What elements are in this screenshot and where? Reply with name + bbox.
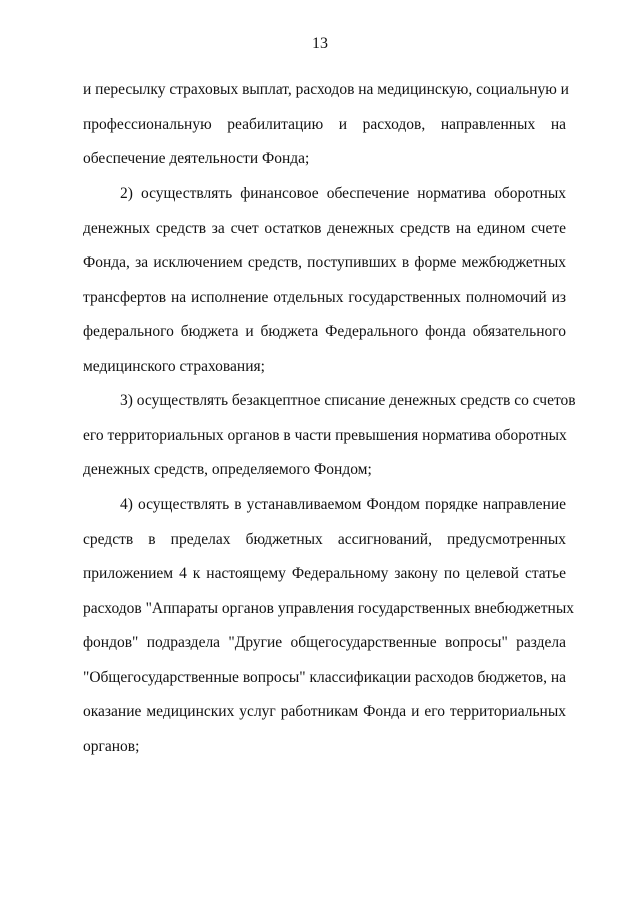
text-line: федерального бюджета и бюджета Федерального фонда обязательного xyxy=(83,323,566,340)
page-number: 13 xyxy=(312,35,328,52)
text-line: медицинского страхования; xyxy=(83,358,265,375)
text-line: фондов" подраздела "Другие общегосударственные вопросы" раздела xyxy=(83,634,566,651)
text-line: "Общегосударственные вопросы" классификации расходов бюджетов, на xyxy=(83,669,567,686)
text-line: трансфертов на исполнение отдельных государственных полномочий из xyxy=(83,289,566,306)
text-line: профессиональную реабилитацию и расходов, направленных на xyxy=(83,116,566,133)
text-line: 4) осуществлять в устанавливаемом Фондом порядке направление xyxy=(120,496,566,513)
text-line: расходов "Аппараты органов управления государственных внебюджетных xyxy=(83,600,574,617)
text-line: обеспечение деятельности Фонда; xyxy=(83,150,310,167)
text-line: Фонда, за исключением средств, поступивших в форме межбюджетных xyxy=(83,254,566,271)
text-line: денежных средств за счет остатков денежных средств на едином счете xyxy=(83,220,566,237)
text-line: оказание медицинских услуг работникам Фонда и его территориальных xyxy=(83,703,566,720)
text-line: 3) осуществлять безакцептное списание денежных средств со счетов xyxy=(120,392,576,409)
text-line: приложением 4 к настоящему Федеральному закону по целевой статье xyxy=(83,565,566,582)
text-line: его территориальных органов в части превышения норматива оборотных xyxy=(83,427,567,444)
text-line: и пересылку страховых выплат, расходов на медицинскую, социальную и xyxy=(83,81,569,98)
text-line: органов; xyxy=(83,738,140,755)
text-line: 2) осуществлять финансовое обеспечение норматива оборотных xyxy=(120,185,566,202)
text-line: средств в пределах бюджетных ассигнований, предусмотренных xyxy=(83,531,566,548)
text-line: денежных средств, определяемого Фондом; xyxy=(83,461,372,478)
